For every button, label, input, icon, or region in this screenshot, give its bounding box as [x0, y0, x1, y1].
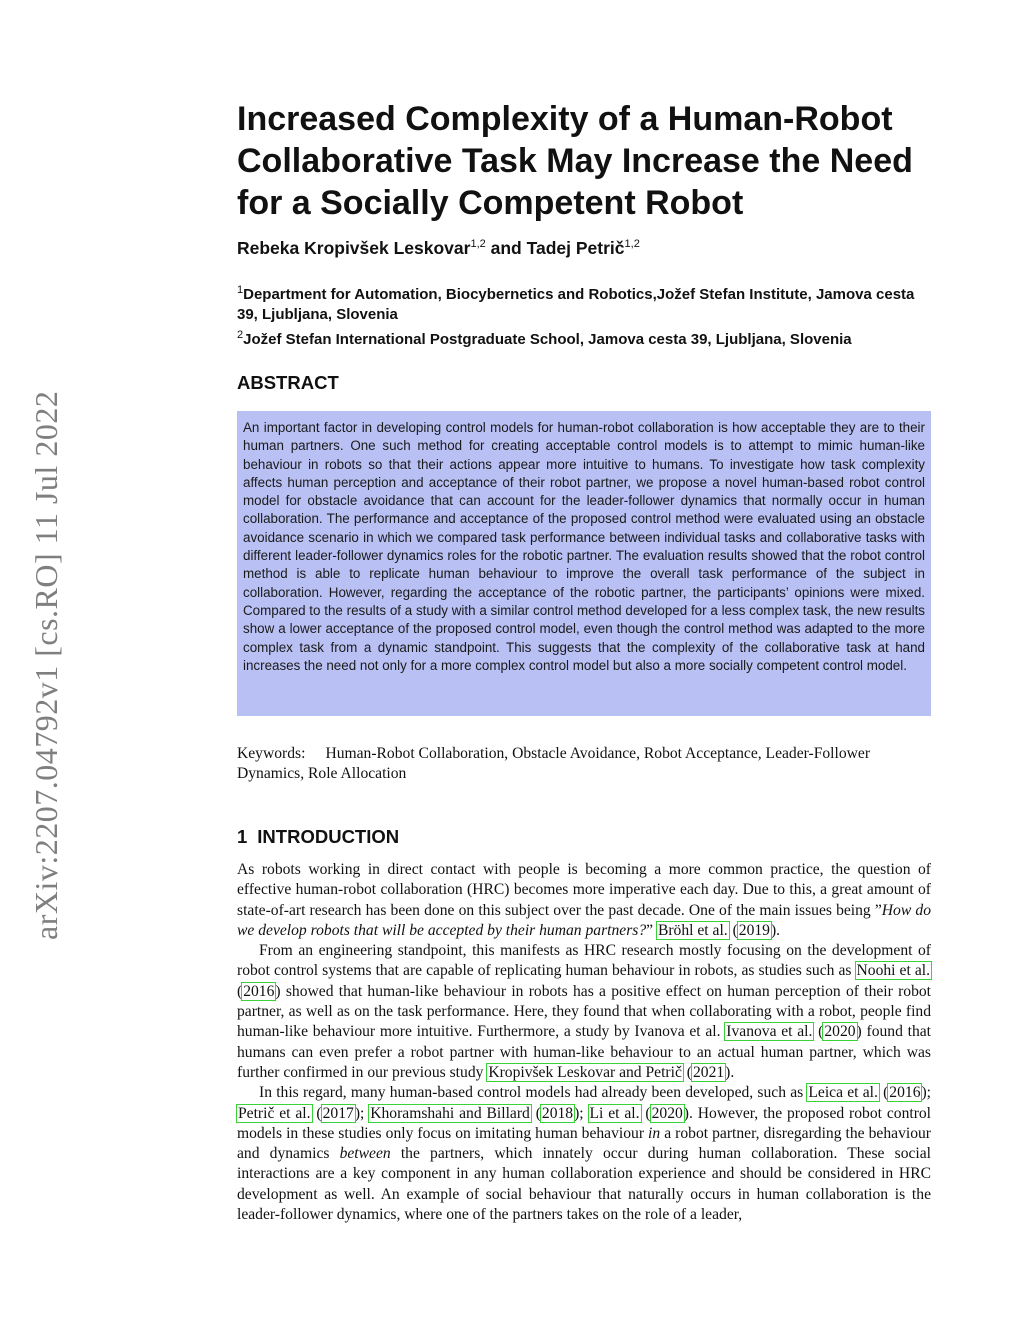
text: showed that human-like behaviour in robots has a positive effect on human perception of their robot partner, as well as on the task performance. Here, they found that when collaborating with a robot, people find human-like behaviour more intuitive. Furthermore, a study by Ivanova et al. — [237, 982, 931, 1041]
affiliation-mark: 2 — [237, 329, 244, 341]
citation-link[interactable]: Kropivšek Leskovar and Petrič — [488, 1063, 682, 1081]
text: In this regard, many human-based control models had already been developed, such as — [259, 1084, 808, 1102]
affiliations — [237, 280, 937, 350]
emphasis: between — [339, 1145, 391, 1163]
citation-year-link[interactable]: 2018 — [541, 1104, 574, 1122]
text: ” — [646, 921, 657, 939]
citation-year-link[interactable]: 2016 — [889, 1084, 921, 1102]
keywords-label: Keywords: — [237, 745, 306, 762]
affiliation-2 — [237, 325, 937, 350]
authors — [237, 238, 931, 259]
keywords-text: Human-Robot Collaboration, Obstacle Avoidance, Robot Acceptance, Leader-Follower Dynamics, Role Allocation — [237, 745, 871, 782]
citation-link[interactable]: Bröhl et al. — [657, 921, 728, 939]
quote: How do we develop robots that will be accepted by their human partners? — [237, 901, 931, 939]
author-affiliation-mark: 1,2 — [624, 238, 640, 251]
citation-year-link[interactable]: 2017 — [322, 1104, 354, 1122]
paragraph: From an engineering standpoint, this manifests as HRC research mostly focusing on the development of robot control systems that are capable of replicating human behaviour in robots, as studies such as Noohi et al. (2016) showed that human-like behaviour in robots has a positive effect on human perception of their robot partner, as well as on the task performance. Here, they found that when collaborating with a robot, people find human-like behaviour more intuitive. Furthermore, a study by Ivanova et al. Ivanova et al. (2020) found that humans can even prefer a robot partner with human-like behaviour to an actual human partner, which was further confirmed in our previous study Kropivšek Leskovar and Petrič (2021). — [237, 942, 932, 1081]
text: From an engineering standpoint, this manifests as HRC research mostly focusing on the development of robot control systems that are capable of replicating human behaviour in robots, as studies such as — [237, 942, 931, 980]
text: a robot partner, disregarding the behaviour and dynamics — [237, 1124, 931, 1163]
citation-year-link[interactable]: 2016 — [243, 982, 275, 1000]
citation-year-link[interactable]: 2019 — [738, 921, 770, 939]
paragraph: In this regard, many human-based control models had already been developed, such as Leica et al. (2016); Petrič et al. (2017); Khoramshahi and Billard (2018); Li et al. (2020). However, the proposed robot control models in these studies only focus on imitating human behaviour in a robot partner, disregarding the behaviour and dynamics between the partners, which innately occur during human collaboration. These social interactions are a key component in any human collaboration experience and should be considered in HRC development as well. An example of social behaviour that naturally occurs in human collaboration is the leader-follower dynamics, where one of the partners takes on the role of a leader, — [237, 1084, 932, 1224]
citation-link[interactable]: Noohi et al. — [856, 962, 931, 980]
section-heading — [237, 826, 399, 848]
citation-year-link[interactable]: 2020 — [824, 1023, 856, 1041]
affiliation-text: Department for Automation, Biocybernetics and Robotics,Jožef Stefan Institute, Jamova cesta 39, Ljubljana, Slovenia — [237, 286, 915, 323]
author-name: Tadej Petrič — [526, 238, 625, 258]
citation-year-link[interactable]: 2020 — [651, 1104, 683, 1122]
abstract-heading: ABSTRACT — [237, 372, 339, 393]
keywords — [237, 744, 931, 784]
paragraph: As robots working in direct contact with people is becoming a more common practice, the question of effective human-robot collaboration (HRC) becomes more imperative each day. Due to this, a great amount of state-of-art research has been done on this subject over the past decade. One of the main issues being ”How do we develop robots that will be accepted by their human partners?” Bröhl et al. (2019). — [237, 861, 931, 939]
text: found that humans can even prefer a robot partner with human-like behaviour to an actual human partner, which was further confirmed in our previous study — [237, 1023, 932, 1081]
author-separator: and — [485, 238, 527, 258]
affiliation-mark: 1 — [237, 284, 244, 296]
citation-link[interactable]: Leica et al. — [808, 1084, 878, 1102]
author-affiliation-mark: 1,2 — [470, 238, 486, 251]
arxiv-identifier: arXiv:2207.04792v1 [cs.RO] 11 Jul 2022 — [28, 390, 64, 940]
text: As robots working in direct contact with people is becoming a more common practice, the question of effective human-robot collaboration (HRC) becomes more imperative each day. Due to this, a great amount of state-of-art research has been done on this subject over the past decade. One of the main issues being ” — [237, 861, 931, 919]
section-title: INTRODUCTION — [257, 826, 400, 847]
citation-link[interactable]: Li et al. — [589, 1104, 640, 1122]
emphasis: in — [648, 1124, 661, 1142]
text: the partners, which innately occur during human collaboration. These social interactions are a key component in any human collaboration experience and should be considered in HRC development as well. An example of social behaviour that naturally occurs in human collaboration is the leader-follower dynamics, where one of the partners takes on the role of a leader, — [237, 1145, 931, 1224]
introduction-body — [237, 860, 931, 1225]
affiliation-1 — [237, 280, 937, 325]
paper-title: Increased Complexity of a Human-Robot Collaborative Task May Increase the Need for a Socially Competent Robot — [237, 100, 913, 222]
abstract-box: An important factor in developing control models for human-robot collaboration is how acceptable they are to their human partners. One such method for creating acceptable control models is to attempt to mimic human-like behaviour in robots so that their actions appear more intuitive to humans. To investigate how task complexity affects human perception and acceptance of their robot partner, we propose a novel human-based robot control model for obstacle avoidance that can account for the leader-follower dynamics that normally occur in human collaboration. The performance and acceptance of the proposed control method were evaluated using an obstacle avoidance scenario in which we compared task performance between individual tasks and collaborative tasks with different leader-follower dynamics roles for the robotic partner. The evaluation results showed that the robot control method is able to replicate human behaviour to improve the overall task performance of the subject in collaboration. However, regarding the acceptance of the robotic partner, the participants’ opinions were mixed. Compared to the results of a study with a similar control method developed for a less complex task, the new results show a lower acceptance of the proposed control model, even though the control method was adapted to the more complex task from a dynamic standpoint. This suggests that the complexity of the collaborative task at hand increases the need not only for a more complex control model but also a more socially competent control model. — [237, 411, 931, 716]
citation-year-link[interactable]: 2021 — [692, 1063, 725, 1081]
citation-link[interactable]: Petrič et al. — [238, 1104, 311, 1122]
section-number: 1 — [237, 826, 248, 847]
affiliation-text: Jožef Stefan International Postgraduate School, Jamova cesta 39, Ljubljana, Slovenia — [243, 331, 852, 348]
author-name: Rebeka Kropivšek Leskovar — [237, 238, 471, 258]
text: . However, the proposed robot control models in these studies only focus on imitating human behaviour — [237, 1104, 932, 1142]
citation-link[interactable]: Khoramshahi and Billard — [370, 1104, 530, 1122]
citation-link[interactable]: Ivanova et al. — [726, 1023, 813, 1041]
